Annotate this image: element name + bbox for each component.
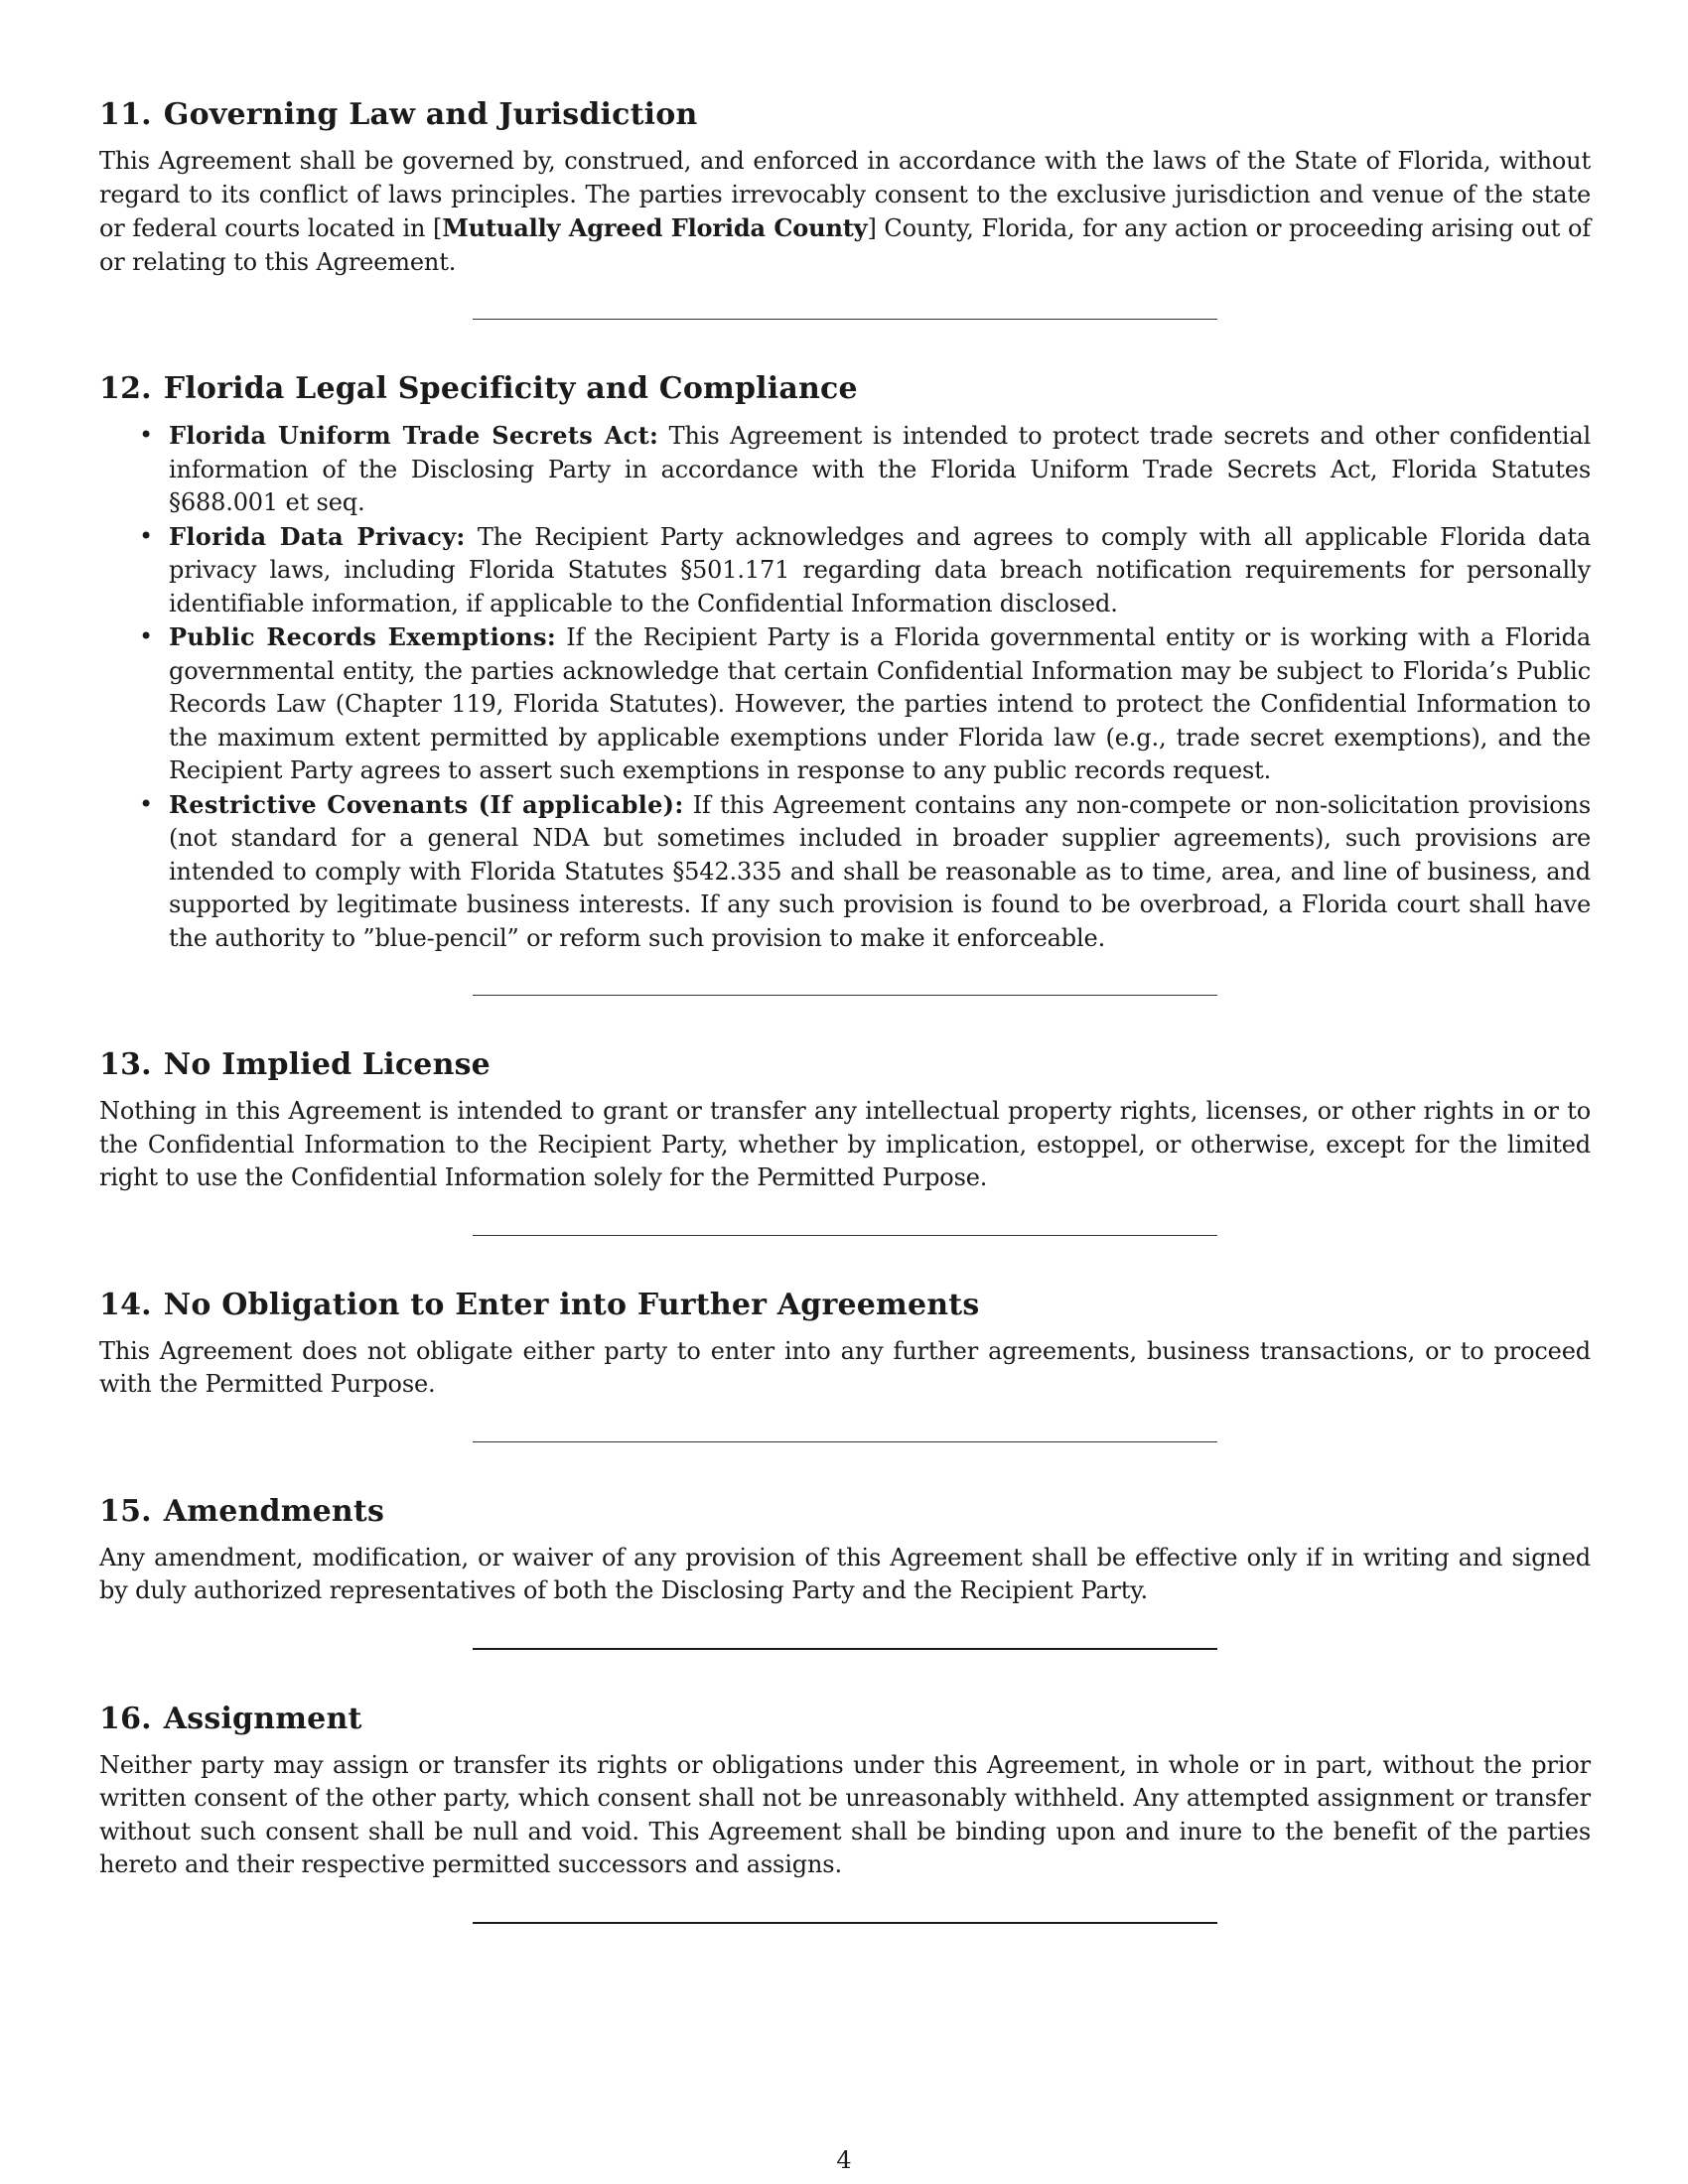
section-heading: [99, 369, 1591, 409]
horizontal-divider: [473, 995, 1217, 996]
list-item-term: Restrictive Covenants (If applicable):: [169, 789, 684, 819]
section-paragraph: Any amendment, modification, or waiver of any provision of this Agreement shall be effective only if in writing and signed by duly authorized representatives of both the Disclosing Party and the Recipient Party.: [99, 1543, 1591, 1604]
horizontal-divider: [473, 1235, 1217, 1236]
page-number: 4: [836, 2146, 852, 2174]
document-page: [99, 95, 1591, 1924]
section-title: Florida Legal Specificity and Compliance: [163, 371, 858, 406]
paragraph-text: ] County, Florida, for any action or proceeding arising out of or relating to this Agreement.: [99, 214, 1592, 276]
horizontal-divider: [473, 319, 1217, 320]
list-item-term: Florida Uniform Trade Secrets Act:: [169, 421, 659, 450]
bullet-icon: •: [139, 789, 154, 818]
section-paragraph: This Agreement does not obligate either party to enter into any further agreements, business transactions, or to proceed with the Permitted Purpose.: [99, 1336, 1591, 1398]
section-number: 12.: [99, 371, 152, 406]
section-number: 11.: [99, 97, 152, 132]
section-title: Governing Law and Jurisdiction: [163, 97, 698, 132]
list-item-text: This Agreement is intended to protect trade secrets and other confidential information of the Disclosing Party in accordance with the Florida Uniform Trade Secrets Act, Florida Statutes §688.001 et seq.: [169, 422, 1591, 516]
list-item-text: The Recipient Party acknowledges and agrees to comply with all applicable Florida data privacy laws, including Florida Statutes §501.171 regarding data breach notification requirements for personally identifiable information, if applicable to the Confidential Information disclosed.: [169, 522, 1592, 617]
section-title: No Obligation to Enter into Further Agreements: [163, 1287, 980, 1322]
list-item-term: Public Records Exemptions:: [169, 622, 557, 651]
section-florida-compliance: [99, 369, 1591, 996]
list-item-text: If the Recipient Party is a Florida governmental entity or is working with a Florida governmental entity, the parties acknowledge that certain Confidential Information may be subject to Florida’s Public Records Law (Chapter 119, Florida Statutes). However, the parties intend to protect the Confidential Information to the maximum extent permitted by applicable exemptions under Florida law (e.g., trade secret exemptions), and the Recipient Party agrees to assert such exemptions in response to any public records request.: [169, 623, 1591, 784]
section-heading: [99, 1045, 1591, 1085]
bullet-icon: •: [139, 421, 154, 449]
bullet-icon: •: [139, 622, 154, 650]
section-title: No Implied License: [163, 1047, 491, 1082]
section-number: 14.: [99, 1287, 152, 1322]
section-no-implied-license: [99, 1045, 1591, 1236]
horizontal-divider: [473, 1922, 1217, 1924]
section-heading: [99, 1492, 1591, 1532]
paragraph-text: This Agreement shall be governed by, construed, and enforced in accordance with the laws of the State of Florida, without regard to its conflict of laws principles. The parties irrevocably consent to the exclusive jurisdiction and venue of the state or federal courts located in [: [99, 147, 1591, 242]
compliance-list: [99, 419, 1591, 955]
section-heading: [99, 95, 1591, 135]
horizontal-divider: [473, 1441, 1217, 1442]
list-item-term: Florida Data Privacy:: [169, 521, 466, 551]
section-assignment: [99, 1700, 1591, 1924]
list-item: [139, 620, 1591, 788]
section-paragraph: Nothing in this Agreement is intended to grant or transfer any intellectual property rights, licenses, or other rights in or to the Confidential Information to the Recipient Party, whether by implication, estoppel, or otherwise, except for the limited right to use the Confidential Information solely for the Permitted Purpose.: [99, 1097, 1591, 1191]
horizontal-divider: [473, 1648, 1217, 1650]
section-number: 13.: [99, 1047, 152, 1082]
section-title: Amendments: [163, 1493, 385, 1529]
list-item-text: If this Agreement contains any non-compete or non-solicitation provisions (not standard for a general NDA but sometimes included in broader supplier agreements), such provisions are intended to comply with Florida Statutes §542.335 and shall be reasonable as to time, area, and line of business, and supported by legitimate business interests. If any such provision is found to be overbroad, a Florida court shall have the authority to ”blue-pencil” or reform such provision to make it enforceable.: [169, 790, 1592, 952]
bullet-icon: •: [139, 521, 154, 550]
section-paragraph: Neither party may assign or transfer its rights or obligations under this Agreement, in whole or in part, without the prior written consent of the other party, which consent shall not be unreasonably withheld. Any attempted assignment or transfer without such consent shall be null and void. This Agreement shall be binding upon and inure to the benefit of the parties hereto and their respective permitted successors and assigns.: [99, 1750, 1591, 1878]
list-item: [139, 419, 1591, 520]
section-number: 15.: [99, 1493, 152, 1529]
section-governing-law: [99, 95, 1591, 320]
list-item: [139, 788, 1592, 956]
list-item: [139, 520, 1592, 621]
county-placeholder: Mutually Agreed Florida County: [442, 213, 868, 242]
section-heading: [99, 1286, 1591, 1325]
section-heading: [99, 1700, 1591, 1739]
section-title: Assignment: [163, 1701, 362, 1736]
section-no-obligation: [99, 1286, 1591, 1442]
section-amendments: [99, 1492, 1591, 1650]
section-number: 16.: [99, 1701, 152, 1736]
section-paragraph: [99, 145, 1591, 279]
